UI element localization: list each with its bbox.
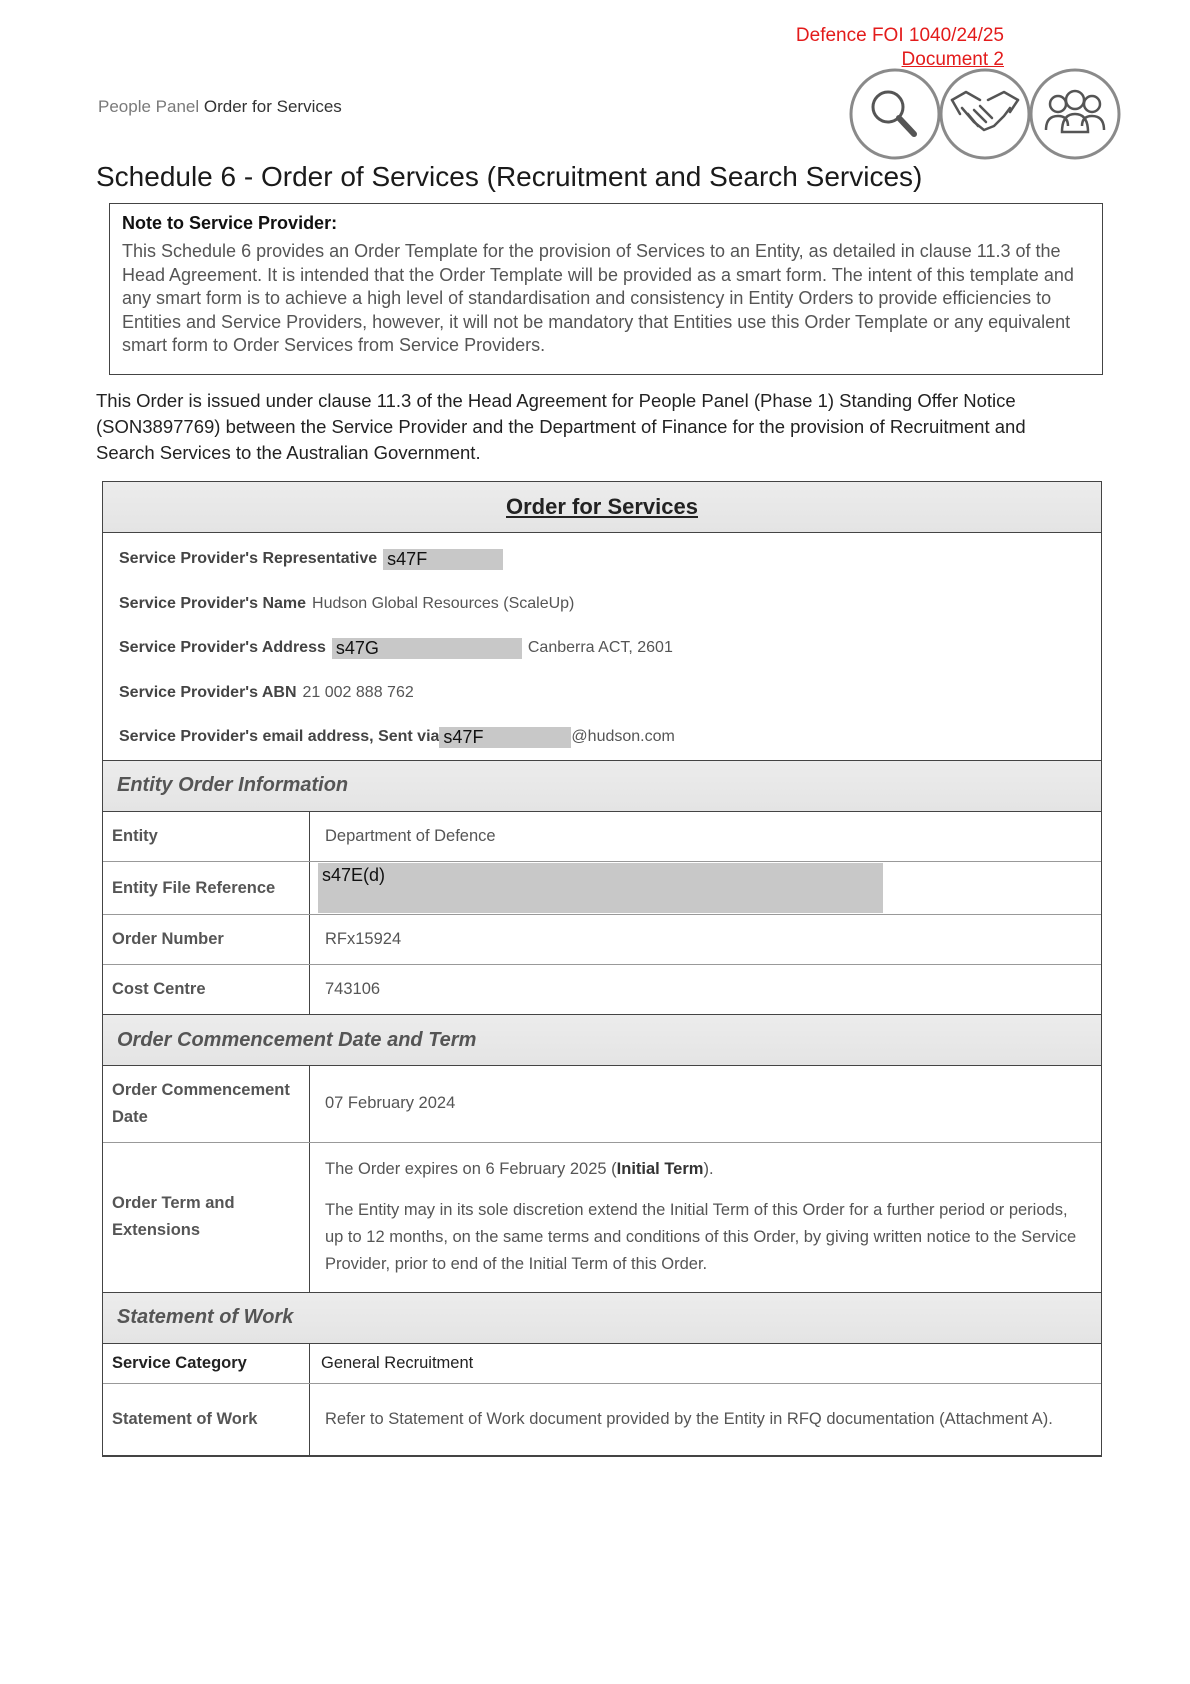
provider-address-label: Service Provider's Address — [119, 639, 326, 657]
intro-paragraph: This Order is issued under clause 11.3 of the Head Agreement for People Panel (Phase 1) Standing Offer Notice (SON3897769) between the Service Provider and the Department of Finance for the provision of Recruitment and Search Services to the Australian Government. — [96, 390, 1026, 463]
row-label: Order Term and Extensions — [103, 1142, 310, 1292]
entity-order-section-heading: Entity Order Information — [103, 761, 1101, 812]
order-heading-row — [103, 482, 1101, 533]
row-label: Order Commencement Date — [103, 1066, 310, 1142]
provider-email-label: Service Provider's email address, Sent via — [119, 728, 440, 746]
note-body: This Schedule 6 provides an Order Template for the provision of Services to an Entity, as detailed in clause 11.3 of the Head Agreement. It is intended that the Order Template will be provided as a smart form. The intent of this template and any smart form is to achieve a high level of standardisation and consistency in Entity Orders to provide efficiencies to Entities and Service Providers, however, it will not be mandatory that Entities use this Order Template or any equivalent smart form to Order Services from Service Providers. — [122, 241, 1074, 355]
redaction-box: s47F — [439, 727, 571, 748]
provider-email-suffix: @hudson.com — [571, 728, 675, 746]
provider-name-row — [119, 582, 1101, 627]
row-value: RFx15924 — [310, 915, 1102, 965]
row-label: Statement of Work — [103, 1384, 310, 1456]
entity-order-table — [103, 812, 1101, 1016]
provider-name-value: Hudson Global Resources (ScaleUp) — [312, 594, 575, 612]
provider-representative-row — [119, 537, 1101, 582]
table-row — [103, 1066, 1101, 1142]
statement-of-work-table — [103, 1344, 1101, 1457]
redaction-box: s47E(d) — [318, 863, 883, 913]
order-for-services-table — [102, 481, 1102, 1457]
note-title: Note to Service Provider: — [122, 213, 338, 233]
row-value: Refer to Statement of Work document provided by the Entity in RFQ documentation (Attachment A). — [310, 1384, 1102, 1456]
table-row — [103, 915, 1101, 965]
panel-brand: People Panel — [98, 97, 200, 116]
table-row — [103, 1344, 1101, 1384]
panel-logo — [848, 64, 1124, 164]
provider-abn-value: 21 002 888 762 — [302, 683, 414, 701]
provider-email-row — [119, 715, 1101, 760]
term-extension: The Entity may in its sole discretion extend the Initial Term of this Order for a further period or periods, up to 12 months, on the same terms and conditions of this Order, by giving written notice to the Service Provider, prior to end of the Initial Term of this Order. — [325, 1201, 1077, 1273]
foi-document-number: Document 2 — [901, 49, 1004, 70]
table-row — [103, 965, 1101, 1015]
row-value: General Recruitment — [310, 1344, 1102, 1384]
table-row — [103, 1384, 1101, 1456]
row-label: Entity File Reference — [103, 862, 310, 915]
redaction-box: s47G — [332, 638, 522, 659]
table-row — [103, 862, 1101, 915]
service-provider-details — [103, 533, 1101, 761]
page-title: Schedule 6 - Order of Services (Recruitment and Search Services) — [96, 161, 923, 192]
row-value: Department of Defence — [310, 812, 1102, 862]
foi-reference: Defence FOI 1040/24/25 — [795, 25, 1004, 46]
panel-subtitle: Order for Services — [203, 97, 342, 116]
provider-name-label: Service Provider's Name — [119, 594, 307, 612]
order-heading: Order for Services — [506, 494, 698, 519]
table-row — [103, 812, 1101, 862]
search-icon — [873, 92, 914, 134]
term-table — [103, 1066, 1101, 1293]
document-header — [98, 97, 342, 117]
term-section-heading: Order Commencement Date and Term — [103, 1015, 1101, 1066]
row-value: 07 February 2024 — [310, 1066, 1102, 1142]
row-label: Service Category — [103, 1344, 310, 1384]
provider-representative-label: Service Provider's Representative — [119, 550, 378, 568]
provider-address-row — [119, 626, 1101, 671]
statement-of-work-section-heading: Statement of Work — [103, 1293, 1101, 1344]
note-to-service-provider — [109, 203, 1103, 375]
row-value: 743106 — [310, 965, 1102, 1015]
row-label: Order Number — [103, 915, 310, 965]
provider-address-value: Canberra ACT, 2601 — [527, 639, 673, 657]
redaction-box: s47F — [383, 549, 503, 570]
term-expiry: The Order expires on 6 February 2025 (Initial Term). — [325, 1160, 714, 1178]
handshake-icon — [952, 92, 1018, 130]
provider-abn-row — [119, 671, 1101, 716]
search-logo-circle — [851, 70, 939, 158]
people-icon — [1046, 91, 1104, 132]
row-label: Entity — [103, 812, 310, 862]
table-row — [103, 1142, 1101, 1292]
row-label: Cost Centre — [103, 965, 310, 1015]
row-value — [310, 1142, 1102, 1292]
provider-abn-label: Service Provider's ABN — [119, 683, 297, 701]
handshake-logo-circle — [941, 70, 1029, 158]
